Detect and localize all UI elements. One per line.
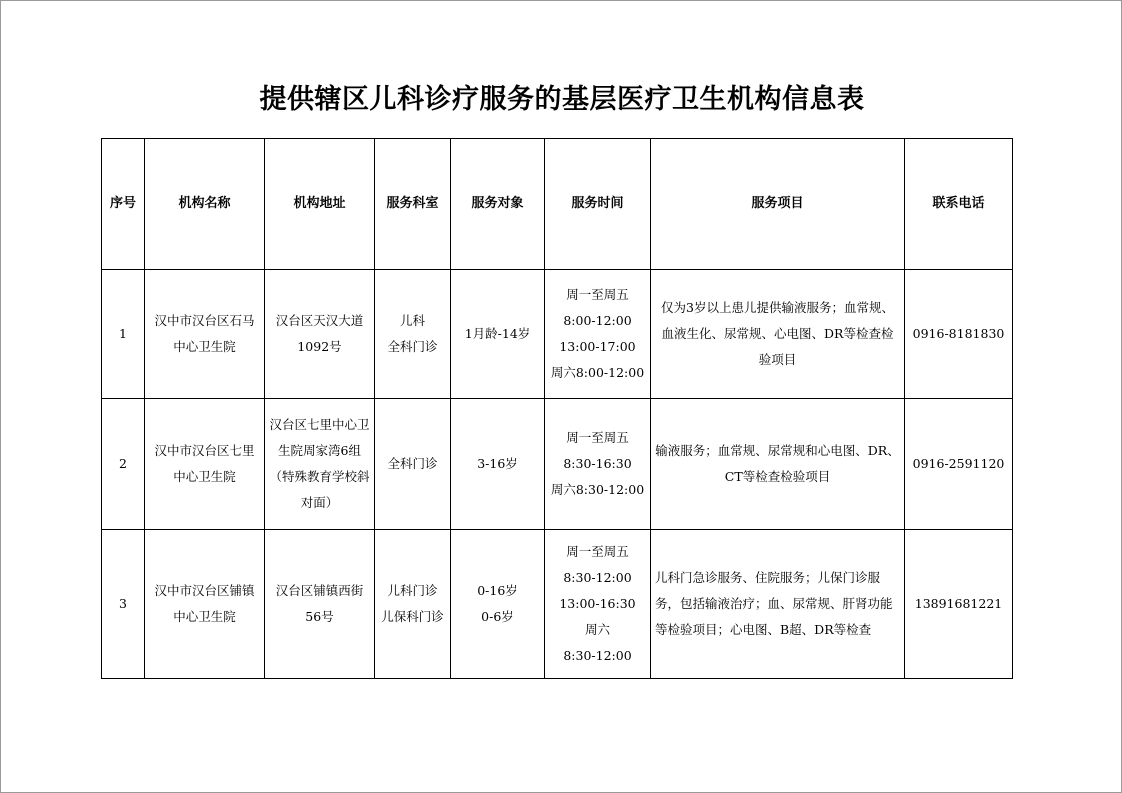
cell-name [145,399,265,530]
institution-table [101,138,1013,679]
items-text: 儿科门急诊服务、住院服务；儿保门诊服务，包括输液治疗；血、尿常规、肝肾功能等检验项目；心电图、B超、DR等检查 [655,570,893,637]
cell-index: 1 [102,270,145,399]
target-line: 3-16岁 [477,456,518,471]
cell-address [265,399,375,530]
time-line: 13:00-17:00 [559,339,636,354]
cell-target [451,399,545,530]
table-row [102,270,1013,399]
header-address: 机构地址 [265,139,375,270]
time-line: 8:00-12:00 [563,313,632,328]
header-department: 服务科室 [375,139,451,270]
time-line: 周一至周五 [566,287,629,302]
target-line: 1月龄-14岁 [464,326,531,341]
address-text: 汉台区铺镇西街56号 [275,583,364,624]
department-line: 儿科 [399,313,425,328]
table-row [102,530,1013,679]
time-line: 8:30-12:00 [563,570,632,585]
time-line: 周六8:00-12:00 [550,365,645,380]
name-text: 汉中市汉台区石马中心卫生院 [154,313,255,354]
time-line: 13:00-16:30 [559,596,636,611]
header-phone: 联系电话 [905,139,1013,270]
cell-time [545,399,651,530]
cell-name [145,270,265,399]
name-text: 汉中市汉台区铺镇中心卫生院 [154,583,255,624]
table-row [102,399,1013,530]
cell-phone: 0916-8181830 [905,270,1013,399]
page-title: 提供辖区儿科诊疗服务的基层医疗卫生机构信息表 [259,84,865,115]
cell-name [145,530,265,679]
cell-department [375,270,451,399]
cell-time [545,530,651,679]
items-text: 仅为3岁以上患儿提供输液服务；血常规、血液生化、尿常规、心电图、DR等检查检验项目 [661,300,894,367]
time-line: 周六 [584,622,610,637]
cell-index: 2 [102,399,145,530]
header-name: 机构名称 [145,139,265,270]
cell-items [651,270,905,399]
cell-items [651,399,905,530]
cell-time [545,270,651,399]
cell-phone: 0916-2591120 [905,399,1013,530]
cell-target [451,530,545,679]
cell-department [375,530,451,679]
cell-address [265,530,375,679]
header-target: 服务对象 [451,139,545,270]
header-time: 服务时间 [545,139,651,270]
cell-address [265,270,375,399]
cell-phone: 13891681221 [905,530,1013,679]
table-header-row [102,139,1013,270]
header-items: 服务项目 [651,139,905,270]
target-line: 0-6岁 [481,609,514,624]
cell-target [451,270,545,399]
address-text: 汉台区天汉大道1092号 [275,313,364,354]
header-index: 序号 [102,139,145,270]
time-line: 周六8:30-12:00 [550,482,645,497]
time-line: 周一至周五 [566,544,629,559]
department-line: 儿科门诊 [387,583,438,598]
cell-index: 3 [102,530,145,679]
time-line: 8:30-16:30 [563,456,632,471]
name-text: 汉中市汉台区七里中心卫生院 [154,443,255,484]
target-line: 0-16岁 [477,583,518,598]
time-line: 周一至周五 [566,430,629,445]
department-line: 全科门诊 [387,339,438,354]
items-text: 输液服务；血常规、尿常规和心电图、DR、CT等检查检验项目 [655,443,900,484]
time-line: 8:30-12:00 [563,648,632,663]
cell-department [375,399,451,530]
department-line: 儿保科门诊 [381,609,444,624]
cell-items [651,530,905,679]
address-text: 汉台区七里中心卫生院周家湾6组（特殊教育学校斜对面） [269,417,370,510]
department-line: 全科门诊 [387,456,438,471]
